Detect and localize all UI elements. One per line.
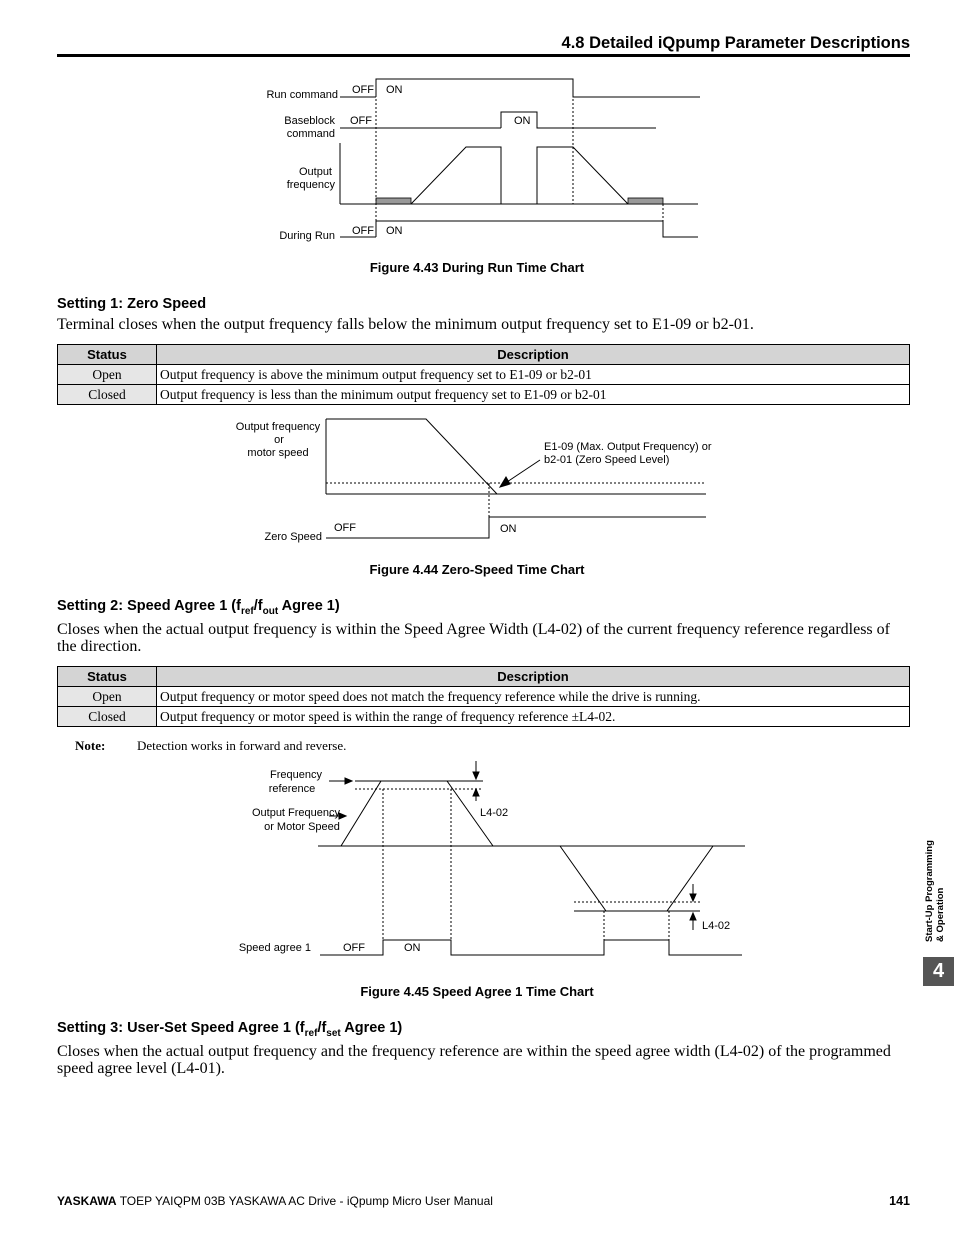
label-ofreq-3: motor speed bbox=[247, 447, 309, 459]
label-speed-agree: Speed agree 1 bbox=[238, 942, 311, 954]
label-run-command: Run command bbox=[266, 89, 338, 101]
label-l402-bottom: L4-02 bbox=[702, 920, 731, 932]
label-l402-top: L4-02 bbox=[480, 807, 509, 819]
label-output-2: frequency bbox=[286, 179, 335, 191]
reverse-profile bbox=[560, 846, 713, 911]
annot-1: E1-09 (Max. Output Frequency) or bbox=[544, 441, 712, 453]
table-header-status: Status bbox=[58, 345, 157, 365]
annot-arrow bbox=[507, 460, 540, 482]
setting-1-heading: Setting 1: Zero Speed bbox=[57, 296, 207, 312]
label-fref-2: reference bbox=[268, 783, 316, 795]
table-row: Open Output frequency is above the minimum output frequency set to E1-09 or b2-01 bbox=[58, 365, 910, 385]
note-label: Note: bbox=[75, 738, 106, 753]
dc-brake-end bbox=[628, 198, 663, 204]
label-zero-speed: Zero Speed bbox=[264, 531, 322, 543]
footer-doc-title bbox=[57, 1194, 493, 1208]
label-baseblock-1: Baseblock bbox=[284, 115, 335, 127]
setting-2-heading: Setting 2: Speed Agree 1 ($f_{ref}/f_{out}$ Agree 1) bbox=[57, 598, 340, 617]
chapter-tab: 4 bbox=[923, 957, 954, 986]
setting-2-text: Closes when the actual output frequency is within the Speed Agree Width (L4-02) of the current frequency reference regardless of the direction. bbox=[57, 621, 890, 655]
speed-agree-signal bbox=[320, 940, 742, 955]
footer-brand: YASKAWA bbox=[57, 1194, 117, 1208]
note-text: Detection works in forward and reverse. bbox=[137, 738, 347, 753]
figure-4-45-caption: Figure 4.45 Speed Agree 1 Time Chart bbox=[360, 984, 594, 999]
label-ofreq-2: or bbox=[274, 434, 284, 446]
table-row: Closed Output frequency is less than the minimum output frequency set to E1-09 or b2-01 bbox=[58, 385, 910, 405]
run-on: ON bbox=[386, 84, 403, 96]
figure-4-44-chart bbox=[230, 412, 720, 547]
figure-4-43-caption: Figure 4.43 During Run Time Chart bbox=[369, 260, 585, 275]
figure-4-43-chart bbox=[250, 75, 710, 247]
run-off: OFF bbox=[352, 84, 374, 96]
zero-off: OFF bbox=[334, 522, 356, 534]
during-run-on bbox=[376, 221, 698, 237]
figure-4-44-caption: Figure 4.44 Zero-Speed Time Chart bbox=[369, 562, 585, 577]
dc-brake-start bbox=[376, 198, 411, 204]
label-ofreq-2: or Motor Speed bbox=[264, 821, 340, 833]
during-run-off: OFF bbox=[352, 225, 374, 237]
setting-1-text: Terminal closes when the output frequency falls below the minimum output frequency set to E1-09 or b2-01. bbox=[57, 316, 754, 333]
setting-2-table bbox=[57, 666, 910, 727]
table-row: Closed Output frequency or motor speed is within the range of frequency reference ±L4-02. bbox=[58, 707, 910, 727]
baseblock-off: OFF bbox=[350, 115, 372, 127]
page-number: 141 bbox=[889, 1194, 910, 1208]
setting-1-table bbox=[57, 344, 910, 405]
label-ofreq-1: Output frequency bbox=[235, 421, 321, 433]
page-header-title: 4.8 Detailed iQpump Parameter Descriptions bbox=[561, 34, 910, 52]
run-cmd-on bbox=[376, 79, 700, 97]
speed-agree-on: ON bbox=[404, 942, 421, 954]
setting-3-text: Closes when the actual output frequency and the frequency reference are within the speed agree width (L4-02) of the programmed speed agree level (L4-01). bbox=[57, 1043, 891, 1077]
annot-2: b2-01 (Zero Speed Level) bbox=[544, 454, 670, 466]
label-during-run: During Run bbox=[279, 230, 335, 242]
table-header-description: Description bbox=[157, 667, 910, 687]
speed-agree-off: OFF bbox=[343, 942, 365, 954]
zero-on: ON bbox=[500, 523, 517, 535]
svg-text:Start-Up Programming: Start-Up Programming bbox=[924, 840, 935, 942]
header-rule bbox=[57, 54, 910, 57]
figure-4-45-chart bbox=[225, 755, 750, 970]
baseblock-on: ON bbox=[514, 115, 531, 127]
label-output-1: Output bbox=[298, 166, 332, 178]
ofreq-profile bbox=[341, 781, 493, 846]
label-fref-1: Frequency bbox=[270, 769, 322, 781]
table-header-description: Description bbox=[157, 345, 910, 365]
output-profile bbox=[376, 147, 628, 204]
table-header-status: Status bbox=[58, 667, 157, 687]
setting-3-heading: Setting 3: User-Set Speed Agree 1 ($f_{ref}/f_{set}$ Agree 1) bbox=[57, 1020, 403, 1039]
side-chapter-label bbox=[920, 820, 950, 945]
label-baseblock-2: command bbox=[286, 128, 335, 140]
label-ofreq-1: Output Frequency bbox=[251, 807, 341, 819]
during-run-on: ON bbox=[386, 225, 403, 237]
table-row: Open Output frequency or motor speed does not match the frequency reference while the drive is running. bbox=[58, 687, 910, 707]
svg-text:& Operation: & Operation bbox=[935, 887, 946, 942]
footer-doc: TOEP YAIQPM 03B YASKAWA AC Drive - iQpump Micro User Manual bbox=[116, 1194, 493, 1208]
